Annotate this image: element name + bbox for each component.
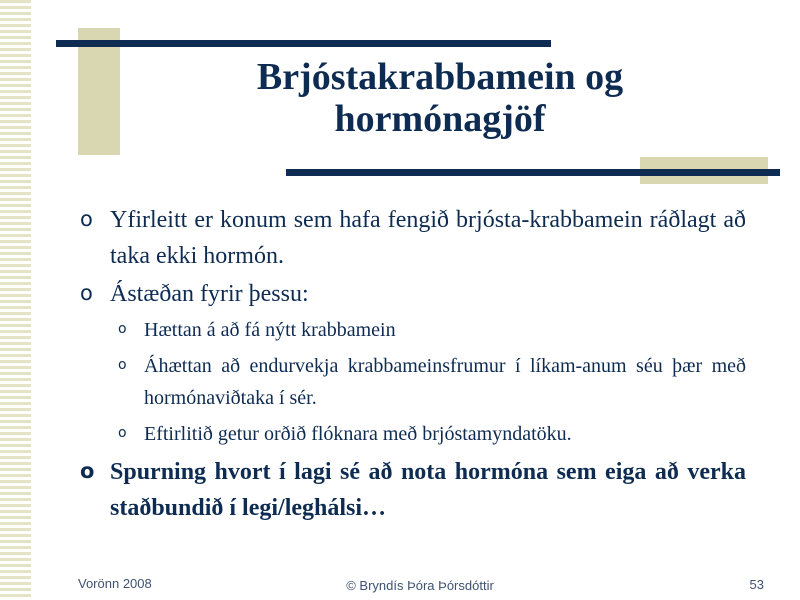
bullet-text: Ástæðan fyrir þessu: (110, 281, 309, 307)
title-decor-line-top (56, 40, 551, 47)
bullet-item (78, 454, 746, 526)
title-decor-block-left (78, 28, 120, 155)
slide-body (78, 202, 746, 528)
sub-bullet-item (78, 418, 746, 450)
footer-page-number: 53 (749, 577, 764, 592)
sub-bullet-text: Eftirlitið getur orðið flóknara með brjóstamyndatöku. (144, 423, 572, 445)
bullet-text: Spurning hvort í lagi sé að nota hormóna sem eiga að verka staðbundið í legi/leghálsi… (110, 459, 746, 521)
sub-bullet-text: Áhættan að endurvekja krabbameinsfrumur í líkam-anum séu þær með hormónaviðtaka í sér. (144, 355, 746, 409)
slide-title-line-1: Brjóstakrabbamein og (256, 56, 624, 98)
sub-bullet-item (78, 350, 746, 414)
sub-bullet-circle-icon: o (118, 357, 127, 373)
slide-title-line-2: hormónagjöf (334, 98, 546, 140)
slide-title (150, 56, 730, 140)
bullet-item (78, 202, 746, 274)
sub-bullet-circle-icon: o (118, 425, 127, 441)
footer-author: © Bryndís Þóra Þórsdóttir (346, 578, 494, 593)
bullet-text: Yfirleitt er konum sem hafa fengið brjósta-krabbamein ráðlagt að taka ekki hormón. (110, 207, 746, 269)
bullet-circle-icon: o (80, 281, 93, 305)
bullet-circle-icon: o (80, 459, 95, 483)
sub-bullet-item (78, 314, 746, 346)
sub-bullet-circle-icon: o (118, 321, 127, 337)
left-stripes-decoration (0, 0, 31, 600)
sub-bullet-text: Hættan á að fá nýtt krabbamein (144, 319, 396, 341)
footer-date: Vorönn 2008 (78, 576, 152, 591)
title-decor-line-bottom (286, 169, 780, 176)
bullet-circle-icon: o (80, 207, 93, 231)
bullet-item (78, 276, 746, 312)
